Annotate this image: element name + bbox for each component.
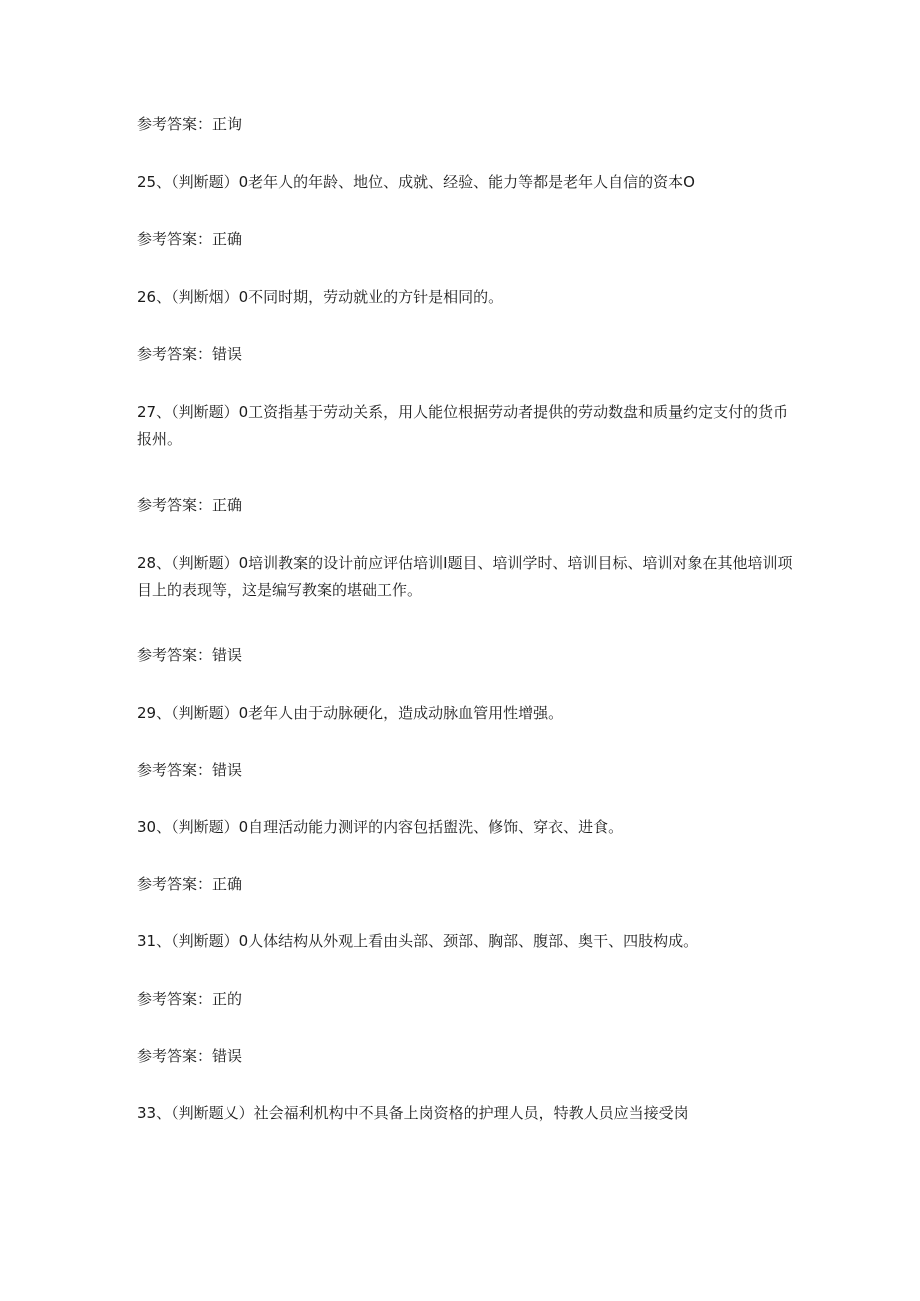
question-33: 33、（判断题乂）社会福利机构中不具备上岗资格的护理人员，特教人员应当接受岗: [137, 1104, 689, 1122]
answer-line: 参考答案：正询: [137, 115, 243, 133]
answer-line: 参考答案：正确: [137, 230, 243, 248]
question-26: 26、（判断烟）0不同时期，劳动就业的方针是相同的。: [137, 288, 504, 306]
question-29: 29、（判断题）0老年人由于动脉硬化，造成动脉血管用性增强。: [137, 704, 564, 722]
answer-line: 参考答案：错误: [137, 1047, 243, 1065]
answer-line: 参考答案：正确: [137, 496, 243, 514]
answer-line: 参考答案：错误: [137, 646, 243, 664]
answer-line: 参考答案：正的: [137, 990, 243, 1008]
question-28: 28、（判断题）0培训教案的设计前应评估培训I题目、培训学时、培训目标、培训对象在其他培训项目上的表现等，这是编写教案的堪础工作。: [137, 554, 793, 599]
answer-line: 参考答案：错误: [137, 345, 243, 363]
answer-line: 参考答案：错误: [137, 761, 243, 779]
answer-line: 参考答案：正确: [137, 875, 243, 893]
question-30: 30、（判断题）0自理活动能力测评的内容包括盥洗、修饰、穿衣、进食。: [137, 818, 624, 836]
question-31: 31、（判断题）0人体结构从外观上看由头部、颈部、胸部、腹部、奥干、四肢构成。: [137, 932, 699, 950]
question-27: 27、（判断题）0工资指基于劳动关系，用人能位根据劳动者提供的劳动数盘和质量约定支付的货币报州。: [137, 403, 789, 448]
question-25: 25、（判断题）0老年人的年龄、地位、成就、经验、能力等都是老年人自信的资本O: [137, 173, 695, 191]
